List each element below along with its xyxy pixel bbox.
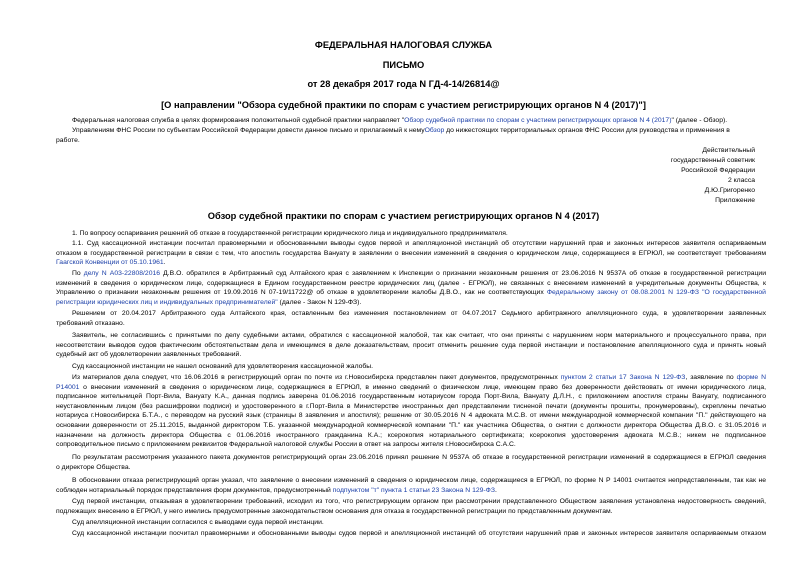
document-type: ПИСЬМО [382, 60, 425, 70]
link-case-number[interactable]: делу N А03-22808/2016 [83, 270, 161, 277]
link-article-23[interactable]: подпунктом "т" пункта 1 статьи 23 Закона N 129-ФЗ [332, 486, 495, 494]
appeal-paragraph: Заявитель, не согласившись с принятыми по делу судебными актами, обратился с кассационной жалобой, так как считает, что они приняты с нарушением норм материального и процессуального права, при несоответствии выводов судов фактическим обстоятельствам дела и имеющимся в деле доказательствам, просит отменить решение суда первой инстанции и постановление апелляционного суда и принять новый судебный акт об удовлетворении заявленных требований. [56, 332, 766, 359]
section-1-1-paragraph: 1.1. Суд кассационной инстанции посчитал правомерными и обоснованными выводы судов первой и апелляционной инстанций об отсутствии нарушений прав и законных интересов заявителя оспариваемым отказом в государственной регистрации в связи с тем, что апостиль государства Вануату в заявлении о внесении изменений в сведения о юридическом лице, содержащиеся в ЕГРЮЛ, не соответствует требованиям Гаагской Конвенции от 05.10.1961. [56, 240, 766, 267]
link-hague-convention[interactable]: Гаагской Конвенции от 05.10.1961 [56, 259, 164, 267]
signature-line-4: 2 класса [727, 177, 755, 184]
intro-paragraph-1: Федеральная налоговая служба в целях формирования положительной судебной практики направляет "Обзор судебной практики по спорам с участием регистрирующих органов N 4 (2017)" (далее - Обзор). [72, 117, 728, 124]
document-title: [О направлении "Обзора судебной практики по спорам с участием регистрирующих органов N 4 (2017)"] [161, 100, 646, 110]
link-review[interactable]: Обзор судебной практики по спорам с участием регистрирующих органов N 4 (2017) [404, 117, 672, 124]
section-1-heading: 1. По вопросу оспаривания решений об отказе в государственной регистрации юридического лица и индивидуального предпринимателя. [72, 230, 508, 237]
review-title: Обзор судебной практики по спорам с участием регистрирующих органов N 4 (2017) [207, 211, 600, 221]
appeal-court-paragraph: Суд апелляционной инстанции согласился с выводами суда первой инстанции. [72, 519, 324, 526]
link-form-r14001[interactable]: Р14001 [56, 383, 80, 391]
signature-line-3: Российской Федерации [681, 167, 755, 174]
link-review-short[interactable]: Обзор [424, 127, 445, 134]
intro-paragraph-2: Управлениям ФНС России по субъектам Российской Федерации довести данное письмо и прилагаемый к немуОбзор до нижестоящих территориальных органов ФНС России для руководства и применения в работе. [56, 127, 730, 144]
link-form-n[interactable]: форме N [736, 374, 766, 381]
result-paragraph: По результатам рассмотрения указанного пакета документов регистрирующий орган 23.06.2016 принял решение N 9537А об отказе в государственной регистрации изменений в содержащиеся в ЕГРЮЛ сведения о директоре Общества. [56, 454, 766, 471]
materials-paragraph: Из материалов дела следует, что 16.06.2016 в регистрирующий орган по почте из г.Новосибирска представлен пакет документов, предусмотренных пунктом 2 статьи 17 Закона N 129-ФЗ, заявление по форме N Р14001 о внесении изменений в сведения о юридическом лице, содержащиеся в ЕГРЮЛ, в именно сведений о физическом лице, имеющем право без доверенности действовать от имени юридического лица, подписанное жительницей Порт-Вила, Вануату К.А., данная подпись заверена 01.06.2016 государственным нотариусом города Порт-Вила, Вануату Д.Л.Н., с приложением апостиля страны Вануату, подписанного неустановленным лицом (без расшифровки подписи) и удостоверенного в г.Порт-Вила в Министерстве иностранных дел представлении тисненой печати (документы прошиты, пронумерованы), скреплены печатью нотариуса г.Новосибирска Б.Т.А., с переводом на русский язык (страницы 8 заявления и апостиля); решение от 30.05.2016 N 4 адвоката М.С.В. от имени международной коммерческой компании "П." действующего на основании доверенности от 25.11.2015, выданной директором Т.Б. указанной международной коммерческой компании "П." как участника Общества, о снятии с должности директора Общества Д.В.О. с 31.05.2016 и назначении на должность директора Общества с 01.06.2016 иностранного гражданина К.А.; ксерокопия нотариального сертификата; ксерокопия удостоверения адвоката М.С.В.; никем не подписанное сопроводительное письмо с приложением реквизитов Федеральной налоговой службы России в ответ на запросы жителя г.Новосибирска С.А.С. [56, 374, 766, 449]
document-date-number: от 28 декабря 2017 года N ГД-4-14/26814@ [307, 79, 500, 89]
cassation-conclusion-paragraph: Суд кассационной инстанции посчитал правомерными и обоснованными выводы судов первой и апелляционной инстанций об отсутствии нарушений прав и законных интересов заявителя оспариваемым отказом [72, 530, 766, 537]
signature-line-2: государственный советник [670, 157, 755, 164]
first-instance-paragraph: Суд первой инстанции, отказывая в удовлетворении требований, исходил из того, что регистрирующим органом при рассмотрении представленного Обществом заявления установлена недостоверность сведений, подлежащих внесению в ЕГРЮЛ, у него имелись предусмотренные законодательством основания для отказа в государственной регистрации по представленным документам. [56, 498, 766, 515]
agency-name: ФЕДЕРАЛЬНАЯ НАЛОГОВАЯ СЛУЖБА [314, 40, 493, 50]
decision-paragraph: Решением от 20.04.2017 Арбитражного суда Алтайского края, оставленным без изменения постановлением от 04.07.2017 Седьмого арбитражного апелляционного суда, в удовлетворении заявленных требований отказано. [56, 310, 766, 327]
justification-paragraph: В обосновании отказа регистрирующий орган указал, что заявление о внесении изменений в сведения о юридическом лице, содержащиеся в ЕГРЮЛ, по форме N Р 14001 считается непредставленным, так как не соблюден нотариальный порядок представления форм документов, предусмотренный подпунктом "т" пункта 1 статьи 23 Закона N 129-ФЗ. [56, 477, 766, 494]
cassation-paragraph: Суд кассационной инстанции не нашел оснований для удовлетворения кассационной жалобы. [72, 363, 374, 370]
link-federal-law-cont[interactable]: регистрации юридических лиц и индивидуальных предпринимателей" [56, 298, 278, 306]
signature-name: Д.Ю.Григоренко [704, 187, 755, 194]
link-article-17[interactable]: пунктом 2 статьи 17 Закона N 129-ФЗ [560, 374, 686, 381]
case-paragraph: По делу N А03-22808/2016 Д.В.О. обратился в Арбитражный суд Алтайского края с заявлением к Инспекции о признании незаконным решения от 23.06.2016 N 9537А об отказе в государственной регистрации изменений в сведения о юридическом лице, содержащиеся в Едином государственном реестре юридических лиц (далее - ЕГРЮЛ), не связанных с внесением изменений в учредительные документы Общества, к Управлению о признании незаконным решения от 19.09.2016 N 07-19/11722@ об отказе в удовлетворении жалобы Д.В.О., как не соответствующих Федеральному закону от 08.08.2001 N 129-ФЗ "О государственной регистрации юридических лиц и индивидуальных предпринимателей" (далее - Закон N 129-ФЗ). [56, 270, 766, 306]
link-federal-law[interactable]: Федеральному закону от 08.08.2001 N 129-ФЗ "О государственной [546, 289, 766, 297]
signature-line-1: Действительный [702, 147, 755, 154]
attachment-label: Приложение [715, 197, 755, 204]
